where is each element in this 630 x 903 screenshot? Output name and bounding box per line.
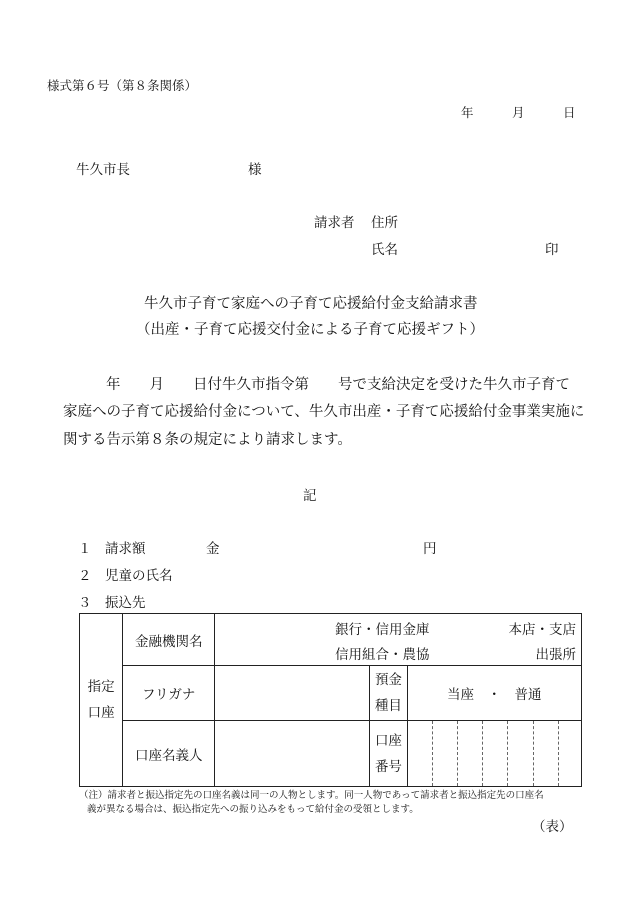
designated-label-1: 指定 [87, 679, 115, 695]
designated-account-header [80, 614, 123, 787]
account-number-label-2: 番号 [374, 758, 402, 775]
deposit-label-2: 種目 [374, 698, 402, 714]
item-1-kin: 金 [206, 541, 220, 557]
institution-label: 金融機関名 [123, 614, 215, 666]
account-digit-box[interactable] [432, 721, 457, 787]
document-subtitle: （出産・子育て応援交付金による子育て応援ギフト） [136, 322, 484, 338]
bank-type-line-2: 信用組合・農協 [335, 647, 430, 663]
institution-field[interactable] [215, 614, 582, 666]
branch-type-line-2: 出張所 [535, 647, 576, 663]
date-month: 月 [512, 105, 525, 120]
bank-account-table [79, 613, 582, 787]
requester-name-label: 氏名 [371, 242, 398, 258]
account-digit-box[interactable] [508, 721, 533, 787]
branch-type-line-1: 本店・支店 [508, 622, 576, 638]
account-holder-label: 口座名義人 [123, 721, 215, 787]
item-1-number: １ [78, 541, 92, 557]
designated-label-2: 口座 [87, 705, 115, 721]
body-line-2: 家庭への子育て応援給付金について、牛久市出産・子育て応援給付金事業実施に [63, 404, 585, 420]
requester-label: 請求者 [314, 215, 355, 231]
ki-heading: 記 [303, 488, 317, 504]
bank-type-line-1: 銀行・信用金庫 [335, 622, 430, 638]
account-number-label [370, 721, 407, 787]
account-digit-box[interactable] [457, 721, 482, 787]
item-1-label: 請求額 [105, 541, 146, 557]
body-line-1: 年 月 日付牛久市指令第 号で支給決定を受けた牛久市子育て [106, 377, 570, 393]
account-digit-box[interactable] [407, 721, 432, 787]
furigana-field[interactable] [215, 666, 370, 721]
form-number: 様式第６号（第８条関係） [47, 78, 198, 93]
account-digit-box[interactable] [483, 721, 508, 787]
deposit-label-1: 預金 [374, 672, 402, 688]
item-1-yen: 円 [423, 541, 437, 557]
seal-mark: 印 [545, 242, 559, 258]
item-2-label: 児童の氏名 [105, 568, 173, 584]
account-digit-box[interactable] [533, 721, 558, 787]
date-day: 日 [563, 105, 576, 120]
deposit-type-options[interactable]: 当座 ・ 普通 [407, 666, 581, 721]
account-digit-box[interactable] [558, 721, 581, 787]
addressee-honorific: 様 [248, 162, 262, 178]
page-side-label: （表） [532, 819, 573, 835]
date-year: 年 [461, 105, 474, 120]
document-title: 牛久市子育て家庭への子育て応援給付金支給請求書 [144, 296, 478, 312]
requester-address-label: 住所 [371, 215, 398, 231]
furigana-label: フリガナ [123, 666, 215, 721]
item-3-label: 振込先 [105, 595, 146, 611]
note-line-1: （注）請求者と振込指定先の口座名義は同一の人物とします。同一人物であって請求者と振込指定先の口座名 [79, 790, 544, 801]
item-2-number: ２ [78, 568, 92, 584]
item-3-number: ３ [78, 595, 92, 611]
account-holder-field[interactable] [215, 721, 370, 787]
body-line-3: 関する告示第８条の規定により請求します。 [63, 432, 352, 448]
note-line-2: 義が異なる場合は、振込指定先への振り込みをもって給付金の受領とします。 [87, 804, 419, 815]
deposit-type-label [370, 666, 407, 721]
addressee-mayor: 牛久市長 [76, 162, 130, 178]
account-number-label-1: 口座 [374, 732, 402, 749]
